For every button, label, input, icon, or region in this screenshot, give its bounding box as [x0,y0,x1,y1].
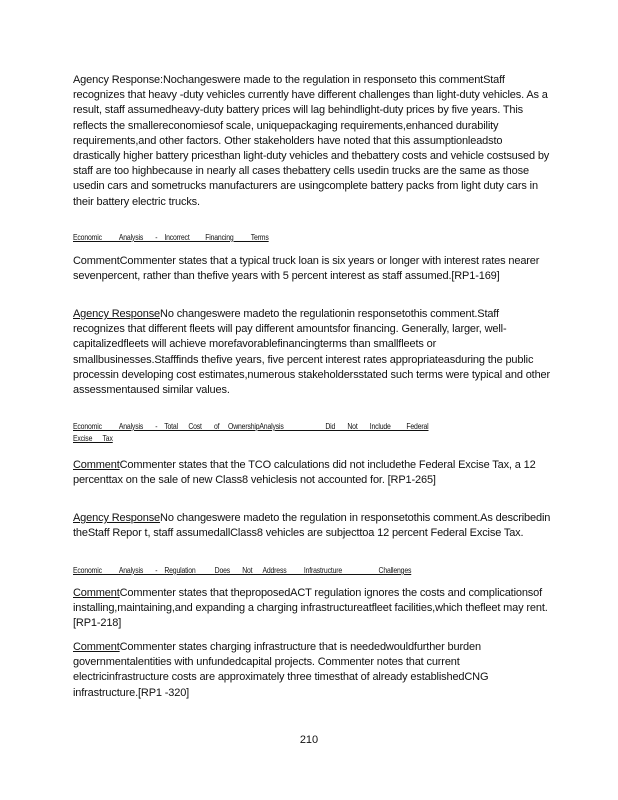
paragraph-text: Commenter states that theproposedACT regulation ignores the costs and complicationsof installing,maintaining,and expanding a charging infrastructureatfleet facilities,which thefleet may rent. [RP1-218] [73,587,548,630]
agency-response-label: Agency Response [73,308,161,320]
page-number: 210 [299,734,319,746]
agency-response-label: Agency Response [73,512,161,524]
comment-label: Comment [73,641,120,653]
paragraph-text: No changeswere madeto the regulationin responsetothis comment.Staff recognizes that different fleets will pay different amountsfor financing. Generally, larger, well-capitalizedfleets will achieve morefavorablefinancingterms than smallfleets or smallbusinesses.Stafffinds thefive years, five percent interest rates appropriateasduring the public processin developing cost estimates,numerous stakeholdersstated such terms were typical and other assessmentaused similar values. [73,308,551,397]
agency-response-paragraph-2 [73,307,551,398]
comment-paragraph-3 [73,586,551,632]
comment-paragraph-2 [73,458,551,488]
agency-response-paragraph-3 [73,511,551,541]
comment-paragraph-4 [73,640,551,701]
comment-label: Comment [73,587,120,599]
agency-response-label: Agency Response: [73,74,163,86]
paragraph-text: Nochangeswere made to the regulation in responseto this commentStaff recognizes that heavy -duty vehicles currently have different challenges than light-duty vehicles. As a result, staff assumedheavy-duty battery prices will lag behindlight-duty prices by five years. This reflects the smallereconomiesof scale, uniquepackaging requirements,enhanced durability requirements,and other factors. Other stakeholders have noted that this assumptionleadsto drastically higher battery pricesthan light-duty vehicles and thebattery costs and vehicle costsused by staff are too highbecause in nearly all cases thebattery cells usedin trucks are the same as those usedin cars and sometrucks manufacturers are usingcomplete battery packs from light duty cars in their battery electric trucks. [73,74,550,208]
paragraph-text: CommentCommenter states that a typical truck loan is six years or longer with interest rates nearer sevenpercent, rather than thefive years with 5 percent interest as staff assumed.[RP1-169] [73,255,540,283]
section-heading-infrastructure: Economic Analysis - Regulation Does Not Address Infrastructure Challenges [73,566,412,575]
paragraph-text: Commenter states charging infrastructure that is neededwouldfurther burden governmentalentities with unfundedcapital projects. Commenter notes that current electricinfrastructure costs are approximately three timesthat of already establishedCNG infrastructure.[RP1 -320] [73,641,489,699]
paragraph-text: No changeswere madeto the regulation in responsetothis comment.As describedin theStaff Repor t, staff assumedallClass8 vehicles are subjecttoa 12 percent Federal Excise Tax. [73,512,551,540]
paragraph-text: Commenter states that the TCO calculations did not includethe Federal Excise Tax, a 12 percenttax on the sale of new Class8 vehiclesis not accounted for. [RP1-265] [73,459,536,487]
section-heading-tco-excise-tax: Economic Analysis - Total Cost of OwnershipAnalysis Did Not Include Federal Excise Tax [73,422,429,443]
section-heading-financing-terms: Economic Analysis - Incorrect Financing Terms [73,233,269,242]
comment-paragraph-1 [73,254,551,284]
agency-response-paragraph-1 [73,73,551,210]
comment-label: Comment [73,459,120,471]
